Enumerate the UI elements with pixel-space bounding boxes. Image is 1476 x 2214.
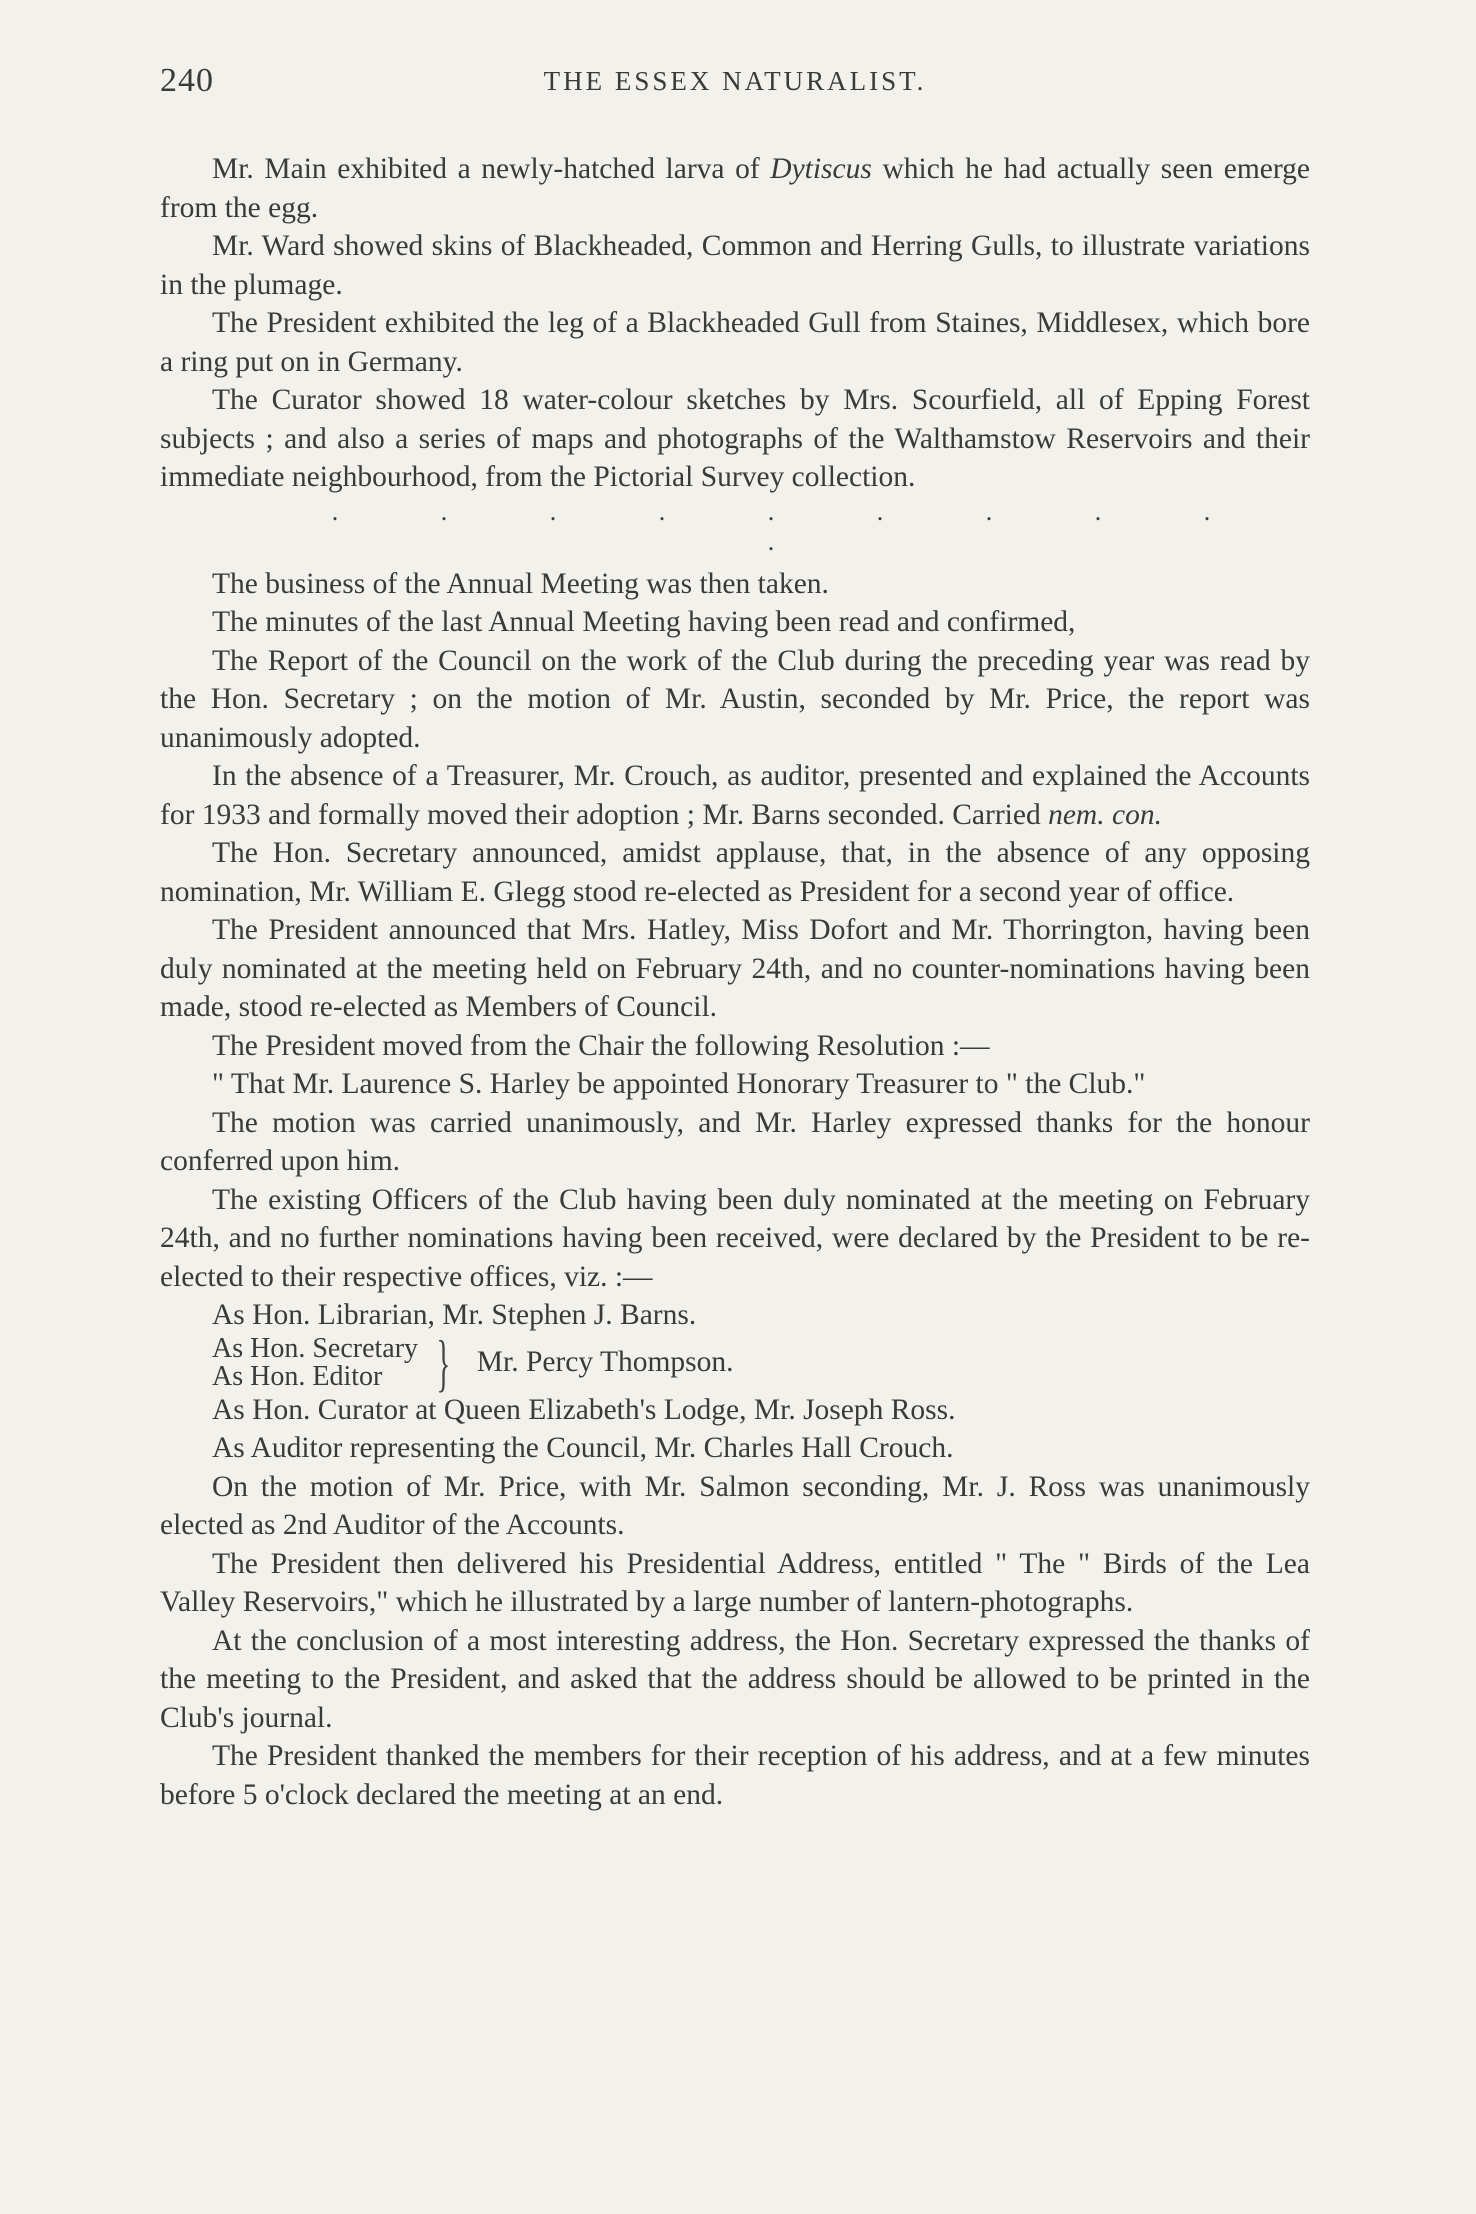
officer-editor: As Hon. Editor <box>212 1360 383 1392</box>
paragraph: The minutes of the last Annual Meeting having been read and confirmed, <box>212 606 1076 638</box>
paragraph: The business of the Annual Meeting was then taken. <box>212 567 829 600</box>
paragraph: The Report of the Council on the work of the Club during the preceding year was read by the Hon. Secretary ; on the motion of Mr. Austin, seconded by Mr. Price, the report was unanimously adopted. <box>160 644 1310 754</box>
paragraph: The President thanked the members for their reception of his address, and at a few minutes before 5 o'clock declared the meeting at an end. <box>160 1740 1310 1811</box>
paragraph: The President announced that Mrs. Hatley, Miss Dofort and Mr. Thorrington, having been duly nominated at the meeting held on February 24th, and no counter-nominations having been made, stood re-elected as Members of Council. <box>160 914 1310 1023</box>
page-number: 240 <box>160 62 214 99</box>
paragraph: The existing Officers of the Club having been duly nominated at the meeting on February 24th, and no further nominations having been received, were declared by the President to be re-elected to their respective offices, viz. :— <box>160 1183 1310 1293</box>
paragraph-text: Mr. Main exhibited a newly-hatched larva of <box>212 153 771 185</box>
brace-symbol: } <box>436 1326 451 1398</box>
paragraph-text: In the absence of a Treasurer, Mr. Crouch, as auditor, presented and explained the Accounts for 1933 and formally moved their adoption ; Mr. Barns seconded. Carried <box>160 760 1310 831</box>
paragraph: At the conclusion of a most interesting address, the Hon. Secretary expressed the thanks of the meeting to the President, and asked that the address should be allowed to be printed in the Club's journal. <box>160 1624 1310 1734</box>
paragraph: The President exhibited the leg of a Blackheaded Gull from Staines, Middlesex, which bore a ring put on in Germany. <box>160 307 1310 378</box>
officer-auditor: As Auditor representing the Council, Mr. Charles Hall Crouch. <box>212 1432 954 1464</box>
section-break-dots: . . . . . . . . . . <box>331 496 1259 556</box>
document-page <box>160 62 1310 1814</box>
officer-titles <box>212 1332 419 1392</box>
paragraph: The President moved from the Chair the following Resolution :— <box>212 1029 990 1062</box>
resolution-quote: " That Mr. Laurence S. Harley be appointed Honorary Treasurer to " the Club." <box>212 1068 1146 1100</box>
officer-name: Mr. Percy Thompson. <box>476 1346 734 1379</box>
officer-curator: As Hon. Curator at Queen Elizabeth's Lodge, Mr. Joseph Ross. <box>212 1393 956 1426</box>
paragraph <box>160 150 1310 227</box>
running-title: THE ESSEX NATURALIST. <box>543 66 927 96</box>
paragraph: The President then delivered his Presidential Address, entitled " The " Birds of the Lea Valley Reservoirs," which he illustrated by a large number of lantern-photographs. <box>160 1547 1310 1618</box>
species-name: Dytiscus <box>770 153 872 185</box>
paragraph-text: which he had actually seen emerge from the egg. <box>160 153 1310 224</box>
latin-phrase: nem. con. <box>1048 798 1162 831</box>
paragraph: The motion was carried unanimously, and Mr. Harley expressed thanks for the honour conferred upon him. <box>160 1106 1310 1177</box>
page-header <box>160 62 1310 102</box>
paragraph: The Hon. Secretary announced, amidst applause, that, in the absence of any opposing nomination, Mr. William E. Glegg stood re-elected as President for a second year of office. <box>160 837 1310 908</box>
paragraph <box>160 757 1310 834</box>
paragraph: The Curator showed 18 water-colour sketches by Mrs. Scourfield, all of Epping Forest subjects ; and also a series of maps and photographs of the Walthamstow Reservoirs and their immediate neighbourhood, from the Pictorial Survey collection. <box>160 384 1310 493</box>
officer-secretary-editor <box>160 1326 1310 1398</box>
officer-librarian: As Hon. Librarian, Mr. Stephen J. Barns. <box>212 1299 697 1331</box>
body-text <box>160 150 1310 1814</box>
paragraph: On the motion of Mr. Price, with Mr. Salmon seconding, Mr. J. Ross was unanimously elected as 2nd Auditor of the Accounts. <box>160 1470 1310 1541</box>
paragraph: Mr. Ward showed skins of Blackheaded, Common and Herring Gulls, to illustrate variations in the plumage. <box>160 230 1310 301</box>
officer-secretary: As Hon. Secretary <box>212 1332 419 1364</box>
